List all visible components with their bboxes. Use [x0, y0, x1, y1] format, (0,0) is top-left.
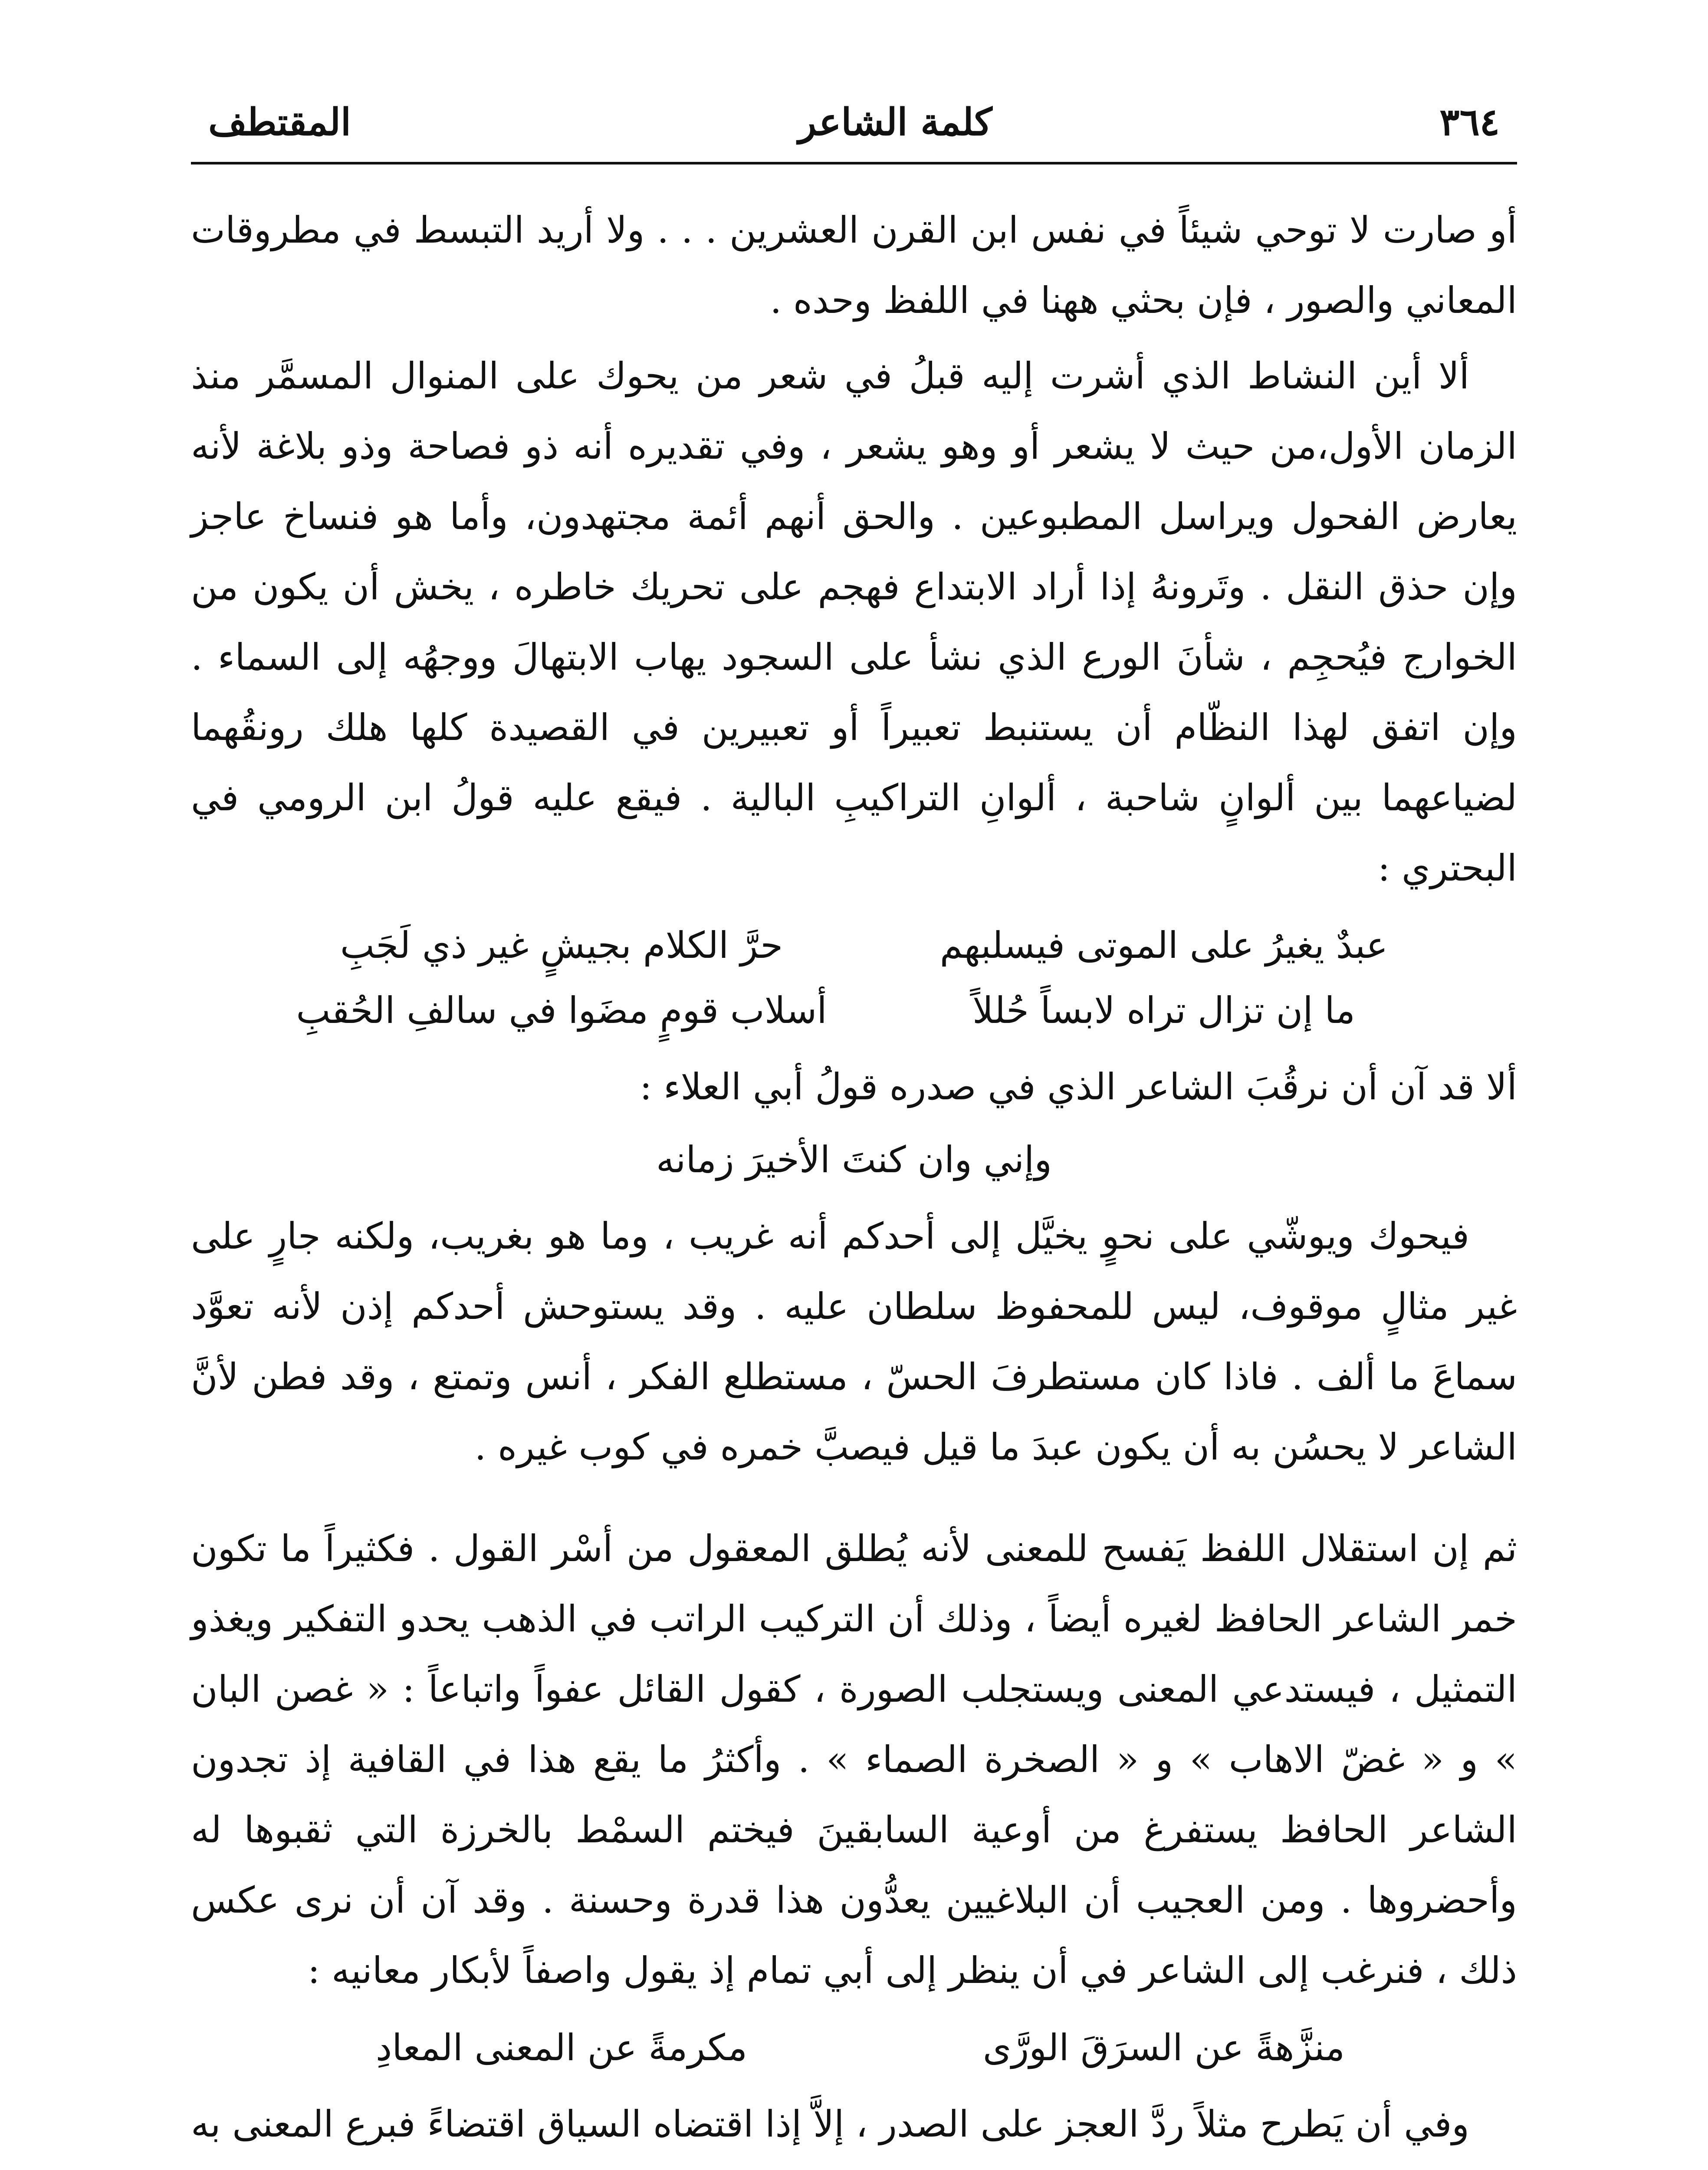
paragraph-5: وفي أن يَطرح مثلاً ردَّ العجز على الصدر ، إلاَّ إذا اقتضاه السياق اقتضاءً فبرع المعنى به [191, 2103, 1469, 2146]
paragraph-2: ألا أين النشاط الذي أشرت إليه قبلُ في شعر من يحوك على المنوال المسمَّر منذ الزمان الأول،من حيث لا يشعر أو وهو يشعر ، وفي تقديره أنه ذو فصاحة وذو بلاغة لأنه يعارض الفحول ويراسل المطبوعين . والحق أنهم أئمة مجتهدون، وأما هو فنساخ عاجز وإن حذق النقل . وتَرونهُ إذا أراد الابتداع فهجم على تحريك خاطره ، يخش أن يكون من الخوارج فيُحجِم ، شأنَ الورع الذي نشأ على السجود يهاب الابتهالَ ووجهُه إلى السماء . وإن اتفق لهذا النظّام أن يستنبط تعبيراً أو تعبيرين في القصيدة كلها هلك رونقُهما لضياعهما بين ألوانٍ شاحبة ، ألوانِ التراكيبِ البالية . فيقع عليه قولُ ابن الرومي في البحتري : [191, 355, 1517, 890]
article-title: كلمة الشاعر [798, 100, 992, 144]
verse-first-hemistich: عبدٌ يغيرُ على الموتى فيسلبهم [939, 924, 1388, 967]
paragraph-gap [191, 1487, 1517, 1513]
verse-second-hemistich: مكرمةً عن المعنى المعادِ [375, 2026, 748, 2069]
verse-abu-al-ala: وإني وان كنتَ الأخيرَ زمانه [656, 1138, 1052, 1181]
paragraph-4: ثم إن استقلال اللفظ يَفسح للمعنى لأنه يُطلق المعقول من أسْر القول . فكثيراً ما تكون خمر الشاعر الحافظ لغيره أيضاً ، وذلك أن التركيب الراتب في الذهب يحدو التفكير ويغذو التمثيل ، فيستدعي المعنى ويستجلب الصورة ، كقول القائل عفواً واتباعاً : « غصن البان » و « غضّ الاهاب » و « الصخرة الصماء » . وأكثرُ ما يقع هذا في القافية إذ تجدون الشاعر الحافظ يستفرغ من أوعية السابقينَ فيختم السمْط بالخرزة التي ثقبوها له وأحضروها . ومن العجيب أن البلاغيين يعدُّون هذا قدرة وحسنة . وقد آن أن نرى عكس ذلك ، فنرغب إلى الشاعر في أن ينظر إلى أبي تمام إذ يقول واصفاً لأبكار معانيه : [191, 1527, 1517, 1992]
journal-name: المقتطف [208, 100, 351, 144]
poem-ibn-al-rumi [191, 908, 1517, 1052]
verse-second-hemistich: أسلاب قومٍ مضَوا في سالفِ الحُقبِ [296, 989, 827, 1032]
poem-abu-tammam [191, 2011, 1517, 2089]
paragraph-abu-al-ala-intro: ألا قد آن أن نرقُبَ الشاعر الذي في صدره قولُ أبي العلاء : [640, 1065, 1517, 1108]
verse-first-hemistich: ما إن تزال تراه لابساً حُللاً [972, 989, 1355, 1032]
page-number: ٣٦٤ [1439, 100, 1500, 144]
paragraph-1: أو صارت لا توحي شيئاً في نفس ابن القرن العشرين . . . ولا أريد التبسط في مطروقات المعاني والصور ، فإن بحثي ههنا في اللفظ وحده . [191, 209, 1517, 322]
verse-second-hemistich: حرَّ الكلام بجيشٍ غير ذي لَجَبِ [340, 924, 783, 967]
header-rule [191, 162, 1517, 164]
page-header [191, 100, 1517, 162]
paragraph-3: فيحوك ويوشّي على نحوٍ يخيَّل إلى أحدكم أنه غريب ، وما هو بغريب، ولكنه جارٍ على غير مثالٍ موقوف، ليس للمحفوظ سلطان عليه . وقد يستوحش أحدكم إذن لأنه تعوَّد سماعَ ما ألف . فاذا كان مستطرفَ الحسّ ، مستطلع الفكر ، أنس وتمتع ، وقد فطن لأنَّ الشاعر لا يحسُن به أن يكون عبدَ ما قيل فيصبَّ خمره في كوب غيره . [191, 1215, 1517, 1469]
verse-line [217, 913, 1491, 978]
verse-first-hemistich: منزَّهةً عن السرَقَ الورَّى [982, 2026, 1345, 2069]
verse-line [217, 2015, 1491, 2080]
verse-line [217, 978, 1491, 1043]
